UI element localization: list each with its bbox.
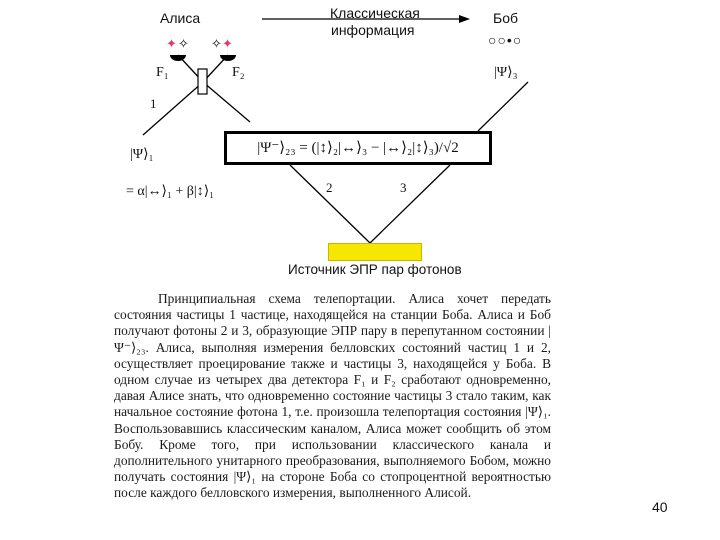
figure-caption [114,291,551,502]
bob-detectors: ○○•○ [488,32,523,48]
psi-alice: |Ψ⟩₁ [130,147,154,162]
svg-text:✧: ✧ [211,37,222,52]
svg-text:✧: ✧ [178,37,189,52]
beam-splitter [198,69,207,94]
source-label: Источник ЭПР пар фотонов [288,262,462,277]
photon3-path [370,165,450,243]
detector-f2-icon [211,37,236,61]
epr-state-formula: |Ψ⁻⟩₂₃ = (|↕⟩₂|↔⟩₃ − |↔⟩₂|↕⟩₃)/√2 [257,140,459,156]
photon3-label: 3 [400,180,407,195]
svg-text:✦: ✦ [166,37,177,52]
channel-label-line2: информация [331,22,415,38]
svg-text:✦: ✦ [222,37,233,52]
photon3-to-bob-path [478,82,528,131]
photon1-label: 1 [150,96,157,111]
alice-label: Алиса [160,10,201,26]
detector-f1-icon [166,37,189,61]
bob-label: Боб [493,10,518,26]
photon2-path [290,165,370,243]
page-number: 40 [652,499,668,515]
epr-state-box [224,131,492,165]
psi-alice-expanded: = α|↔⟩₁ + β|↕⟩₁ [126,184,215,199]
f1-label: F₁ [156,65,169,80]
epr-source [328,243,422,261]
f2-label: F₂ [232,65,245,80]
caption-text: Принципиальная схема телепортации. Алиса хочет передать состояния частицы 1 частице, находящейся на станции Боба. Алиса и Боб получают фотоны 2 и 3, образующие ЭПР пару в перепутанном состоянии |Ψ⁻⟩₂₃. Алиса, выполняя измерения белловских состояний частиц 1 и 2, осуществляет проецирование также и частицы 3, находящейся у Боба. В одном случае из четырех два детектора F₁ и F₂ сработают одновременно, давая Алисе знать, что одновременно состояние частицы 3 стало таким, как начальное состояние фотона 1, т.е. произошла телепортация состояния |Ψ⟩₁. Воспользовавшись классическим каналом, Алиса может сообщить об этом Бобу. Кроме того, при использовании классического канала и дополнительного унитарного преобразования, выполняемого Бобом, можно получать состояния |Ψ⟩₁ на стороне Боба со стопроцентной вероятностью после каждого белловского измерения, выполненного Алисой. [114,291,551,501]
photon2-label: 2 [326,180,333,195]
psi-bob: |Ψ⟩₃ [494,65,518,80]
channel-label-line1: Классическая [330,5,420,21]
